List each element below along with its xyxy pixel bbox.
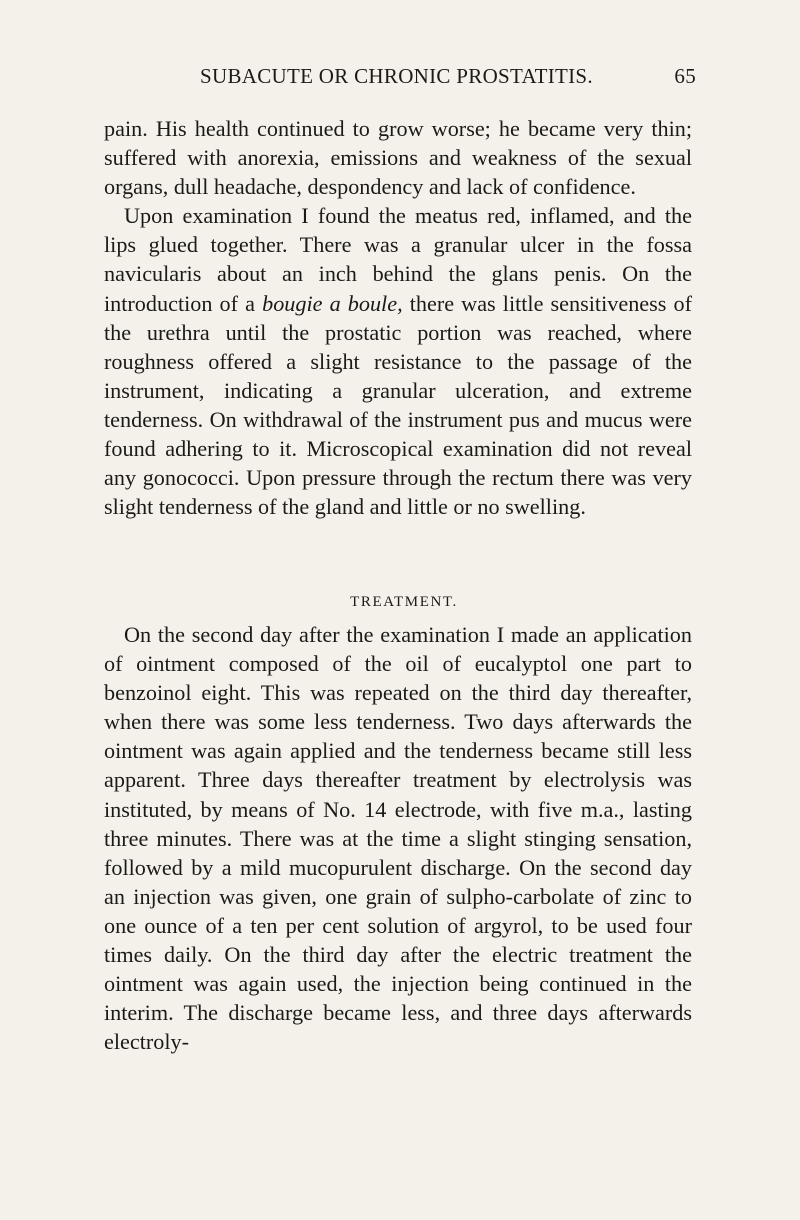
paragraph-continued: pain. His health continued to grow worse; he became very thin; suffered with anorexia, emissions and weakness of the sexual organs, dull headache, despondency and lack of confidence.: [104, 116, 692, 200]
body-text-top: [104, 114, 692, 521]
body-text-treatment: [104, 620, 692, 1056]
paragraph-treatment: On the second day after the examination I made an application of ointment composed of the oil of eucalyptol one part to benzoinol eight. This was repeated on the third day thereafter, when there was some less tenderness. Two days afterwards the ointment was again applied and the tenderness became still less apparent. Three days thereafter treatment by electrolysis was instituted, by means of No. 14 electrode, with five m.a., lasting three minutes. There was at the time a slight stinging sensation, followed by a mild mucopurulent discharge. On the second day an injection was given, one grain of sulpho-carbolate of zinc to one ounce of a ten per cent solution of argyrol, to be used four times daily. On the third day after the electric treatment the ointment was again used, the injection being continued in the interim. The discharge became less, and three days afterwards electroly-: [104, 622, 692, 1055]
page-number: 65: [674, 64, 696, 88]
section-heading: TREATMENT.: [350, 594, 458, 610]
chapter-title: SUBACUTE OR CHRONIC PROSTATITIS.: [200, 64, 593, 88]
paragraph-examination-start: Upon examination I found the meatus red, inflamed, and the lips glued together. There was a granular ulcer in the fossa navicularis about an inch behind the glans penis. On the introduction of a: [104, 203, 692, 316]
italic-term: bougie a boule,: [262, 290, 403, 316]
paragraph-examination-end: there was little sensitiveness of the urethra until the prostatic portion was reached, where roughness offered a slight resistance to the passage of the instrument, indicating a granular ulceration, and extreme tenderness. On withdrawal of the instrument pus and mucus were found adhering to it. Microscopical examination did not reveal any gonococci. Upon pressure through the rectum there was very slight tenderness of the gland and little or no swelling.: [104, 290, 692, 520]
paragraph-examination: [104, 201, 692, 521]
running-header: [148, 64, 696, 94]
